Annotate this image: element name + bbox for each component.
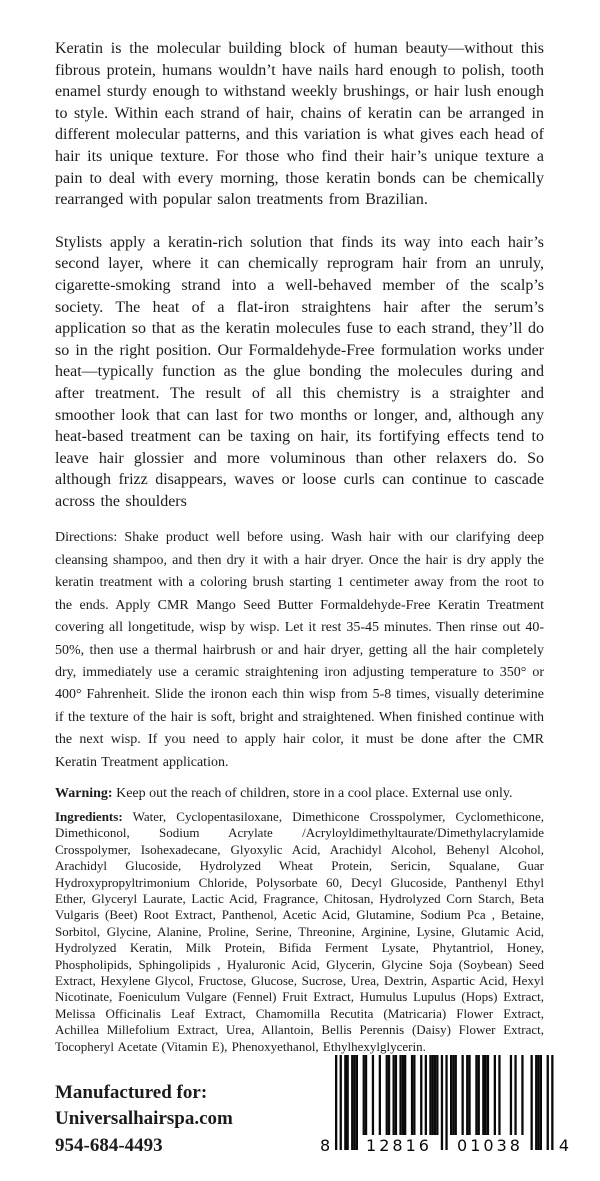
barcode-digits-group2: 01038 bbox=[457, 1136, 523, 1156]
ingredients-text: Water, Cyclopentasiloxane, Dimethicone Crosspolymer, Cyclomethicone, Dimethiconol, Sodium Acrylate /Acryloyldimethyltaurate/Dimethylacrylamide Crosspolymer, Isohexadecane, Glyoxylic Acid, Arachidyl Alcohol, Behenyl Alcohol, Arachidyl Glucoside, Hydrolyzed Wheat Protein, Sericin, Squalane, Guar Hydroxypropyltrimonium Chloride, Polysorbate 60, Decyl Glucoside, Panthenyl Ethyl Ether, Glyceryl Laurate, Lactic Acid, Fragrance, Chitosan, Hydrolyzed Corn Starch, Beta Vulgaris (Beet) Root Extract, Panthenol, Acetic Acid, Glutamine, Sodium Pca , Betaine, Sorbitol, Glycine, Alanine, Proline, Serine, Threonine, Arginine, Lysine, Glutamic Acid, Hydrolyzed Keratin, Milk Protein, Bifida Ferment Lysate, Phytantriol, Honey, Phospholipids, Sphingolipids , Hyaluronic Acid, Glycerin, Glycine Soja (Soybean) Seed Extract, Hexylene Glycol, Fructose, Glucose, Sucrose, Urea, Dextrin, Aspartic Acid, Hexyl Nicotinate, Foeniculum Vulgare (Fennel) Fruit Extract, Humulus Lupulus (Hops) Extract, Melissa Officinalis Leaf Extract, Chamomilla Recutita (Matricaria) Flower Extract, Achillea Millefolium Extract, Urea, Allantoin, Bellis Perennis (Daisy) Flower Extract, Tocopheryl Acetate (Vitamin E), Phenoxyethanol, Ethylhexylglycerin. bbox=[55, 808, 544, 1054]
intro-paragraph-2: Stylists apply a keratin-rich solution that finds its way into each hair’s second layer, where it can chemically reprogram hair from an unruly, cigarette-smoking strand into a well-behaved member of the scalp’s society. The heat of a flat-iron straightens hair after the serum’s application so that as the keratin molecules fuse to each strand, they’ll do so in the right position. Our Formaldehyde-Free formulation works under heat—typically function as the glue bonding the molecules during and after treatment. The result of all this chemistry is a straighter and smoother look that can last for two months or longer, and, although any heat-based treatment can be taxing on hair, its fortifying effects tend to leave hair glossier and more voluminous than other relaxers do. So although frizz disappears, waves or loose curls can continue to cascade across the shoulders bbox=[55, 233, 544, 510]
directions-paragraph: Directions: Shake product well before using. Wash hair with our clarifying deep cleansing shampoo, and then dry it with a hair dryer. Once the hair is dry apply the keratin treatment with a coloring brush starting 1 centimeter away from the root to the ends. Apply CMR Mango Seed Butter Formaldehyde-Free Keratin Treatment covering all longetitude, wisp by wisp. Let it rest 35-45 minutes. Then rinse out 40-50%, then use a thermal hairbrush or and hair dryer, getting all the hair completely dry, immediately use a ceramic straightening iron adjusting temperature to 350° or 400° Fahrenheit. Slide the ironon each thin wisp from 5-8 times, visually deterimine if the texture of the hair is soft, bright and straightened. When finished continue with the next wisp. If you need to apply hair color, it must be done after the CMR Keratin Treatment application. bbox=[55, 530, 544, 770]
upc-barcode bbox=[320, 1055, 569, 1159]
ingredients-paragraph bbox=[55, 809, 544, 1055]
warning-text: Keep out the reach of children, store in a cool place. External use only. bbox=[112, 785, 513, 801]
manufacturer-website: Universalhairspa.com bbox=[55, 1108, 233, 1130]
ingredients-label: Ingredients: bbox=[55, 808, 123, 824]
warning-paragraph bbox=[55, 784, 544, 803]
barcode-digit-right: 4 bbox=[558, 1136, 569, 1156]
manufacturer-block bbox=[55, 1080, 233, 1160]
manufactured-for-label: Manufactured for: bbox=[55, 1081, 208, 1103]
manufacturer-phone: 954-684-4493 bbox=[55, 1134, 163, 1156]
intro-paragraph-1: Keratin is the molecular building block of human beauty—without this fibrous protein, humans wouldn’t have nails hard enough to polish, tooth enamel sturdy enough to withstand weekly brushings, or hair lush enough to style. Within each strand of hair, chains of keratin can be arranged in different molecular patterns, and this variation is what gives each head of hair its unique texture. For those who find their hair’s unique texture a pain to deal with every morning, those keratin bonds can be chemically rearranged with popular salon treatments from Brazilian. bbox=[55, 40, 544, 209]
barcode-digits-group1: 12816 bbox=[366, 1136, 432, 1156]
footer bbox=[55, 1055, 569, 1159]
barcode-digit-left: 8 bbox=[320, 1136, 331, 1156]
warning-label: Warning: bbox=[55, 785, 113, 801]
